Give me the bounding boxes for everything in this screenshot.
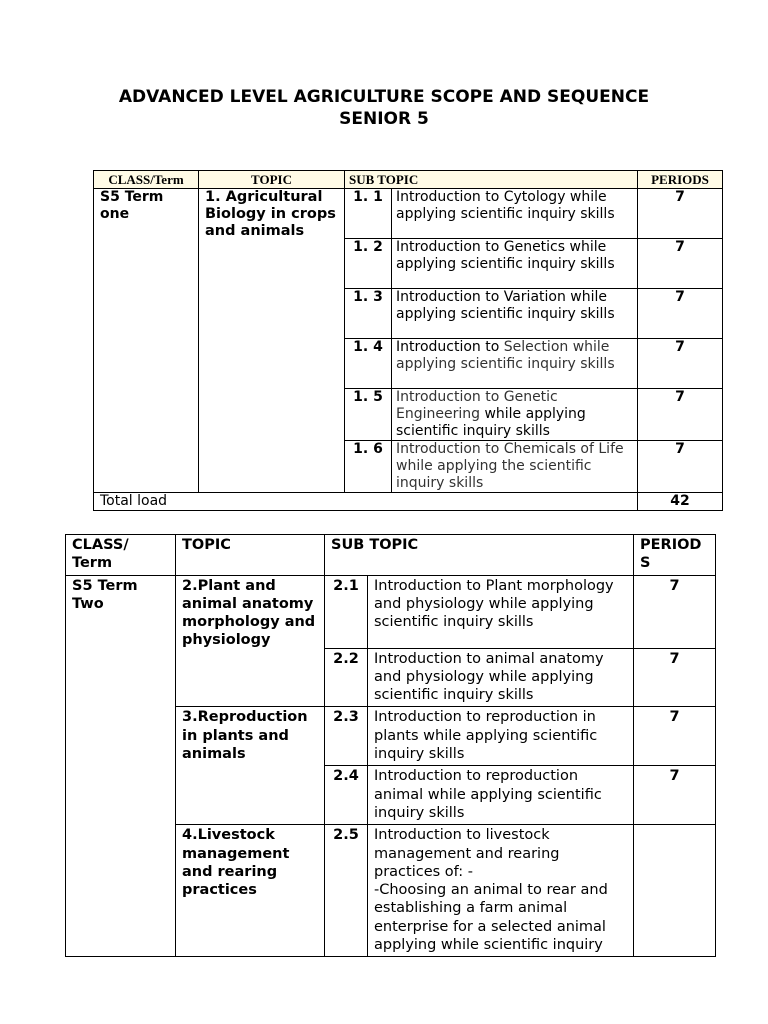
sub-topic-text-b: while applying scientific inquiry skills xyxy=(396,406,586,439)
sub-topic-text: Introduction to Genetics while applying scientific inquiry skills xyxy=(392,239,638,289)
periods-cell: 7 xyxy=(638,189,723,239)
header-topic: TOPIC xyxy=(199,171,345,189)
sub-topic-text: Introduction to Chemicals of Life while applying the scientific inquiry skills xyxy=(392,441,638,493)
periods-cell: 7 xyxy=(634,707,716,766)
header-topic: TOPIC xyxy=(176,535,325,576)
sub-topic-number: 2.5 xyxy=(325,825,368,957)
sub-topic-number: 1. 3 xyxy=(345,289,392,339)
topic-cell: 2.Plant and animal anatomy morphology and physiology xyxy=(176,575,325,707)
total-label: Total load xyxy=(94,493,638,511)
periods-cell: 7 xyxy=(638,289,723,339)
class-term-cell: S5 Term one xyxy=(94,189,199,493)
topic-cell: 3.Reproduction in plants and animals xyxy=(176,707,325,825)
sub-topic-number: 1. 5 xyxy=(345,389,392,441)
scope-table-term-one xyxy=(93,170,723,511)
sub-topic-number: 2.3 xyxy=(325,707,368,766)
periods-cell xyxy=(634,825,716,957)
total-value: 42 xyxy=(638,493,723,511)
table-row xyxy=(66,575,716,648)
table-row xyxy=(94,189,723,239)
header-class-term: CLASS/Term xyxy=(94,171,199,189)
page-title-line1: ADVANCED LEVEL AGRICULTURE SCOPE AND SEQUENCE xyxy=(118,87,650,107)
sub-topic-number: 1. 4 xyxy=(345,339,392,389)
periods-cell: 7 xyxy=(638,339,723,389)
table-header-row xyxy=(66,535,716,576)
header-periods: PERIODS xyxy=(638,171,723,189)
periods-cell: 7 xyxy=(638,239,723,289)
periods-cell: 7 xyxy=(634,575,716,648)
sub-topic-text-2: -Choosing an animal to rear and establishing a farm animal enterprise for a selected animal applying while scientific inquiry xyxy=(374,882,608,954)
sub-topic-text xyxy=(392,389,638,441)
sub-topic-text: Introduction to Variation while applying scientific inquiry skills xyxy=(392,289,638,339)
sub-topic-text: Introduction to reproduction animal while applying scientific inquiry skills xyxy=(368,766,634,825)
sub-topic-text-a: Introduction to Genetic Engineering xyxy=(396,389,558,422)
periods-cell: 7 xyxy=(634,766,716,825)
total-row xyxy=(94,493,723,511)
page-title-line2: SENIOR 5 xyxy=(339,109,429,129)
topic-cell: 1. Agricultural Biology in crops and animals xyxy=(199,189,345,493)
header-class-term: CLASS/ Term xyxy=(66,535,176,576)
class-term-cell: S5 Term Two xyxy=(66,575,176,957)
topic-cell: 4.Livestock management and rearing practices xyxy=(176,825,325,957)
sub-topic-text xyxy=(368,825,634,957)
header-sub-topic: SUB TOPIC xyxy=(345,171,638,189)
sub-topic-text-a: Introduction to xyxy=(396,339,504,355)
table-header-row xyxy=(94,171,723,189)
sub-topic-text-b: Selection while applying scientific inquiry skills xyxy=(396,339,615,372)
scope-table-term-two xyxy=(65,534,716,957)
header-periods: PERIOD S xyxy=(634,535,716,576)
sub-topic-text xyxy=(392,339,638,389)
sub-topic-number: 1. 1 xyxy=(345,189,392,239)
sub-topic-text-1: Introduction to livestock management and rearing practices of: - xyxy=(374,827,560,880)
periods-cell: 7 xyxy=(634,648,716,707)
sub-topic-number: 2.2 xyxy=(325,648,368,707)
periods-cell: 7 xyxy=(638,441,723,493)
sub-topic-text: Introduction to reproduction in plants while applying scientific inquiry skills xyxy=(368,707,634,766)
sub-topic-text: Introduction to Cytology while applying scientific inquiry skills xyxy=(392,189,638,239)
sub-topic-number: 1. 6 xyxy=(345,441,392,493)
sub-topic-number: 1. 2 xyxy=(345,239,392,289)
sub-topic-number: 2.4 xyxy=(325,766,368,825)
sub-topic-text: Introduction to animal anatomy and physiology while applying scientific inquiry skills xyxy=(368,648,634,707)
periods-cell: 7 xyxy=(638,389,723,441)
sub-topic-number: 2.1 xyxy=(325,575,368,648)
header-sub-topic: SUB TOPIC xyxy=(325,535,634,576)
sub-topic-text: Introduction to Plant morphology and physiology while applying scientific inquiry skills xyxy=(368,575,634,648)
